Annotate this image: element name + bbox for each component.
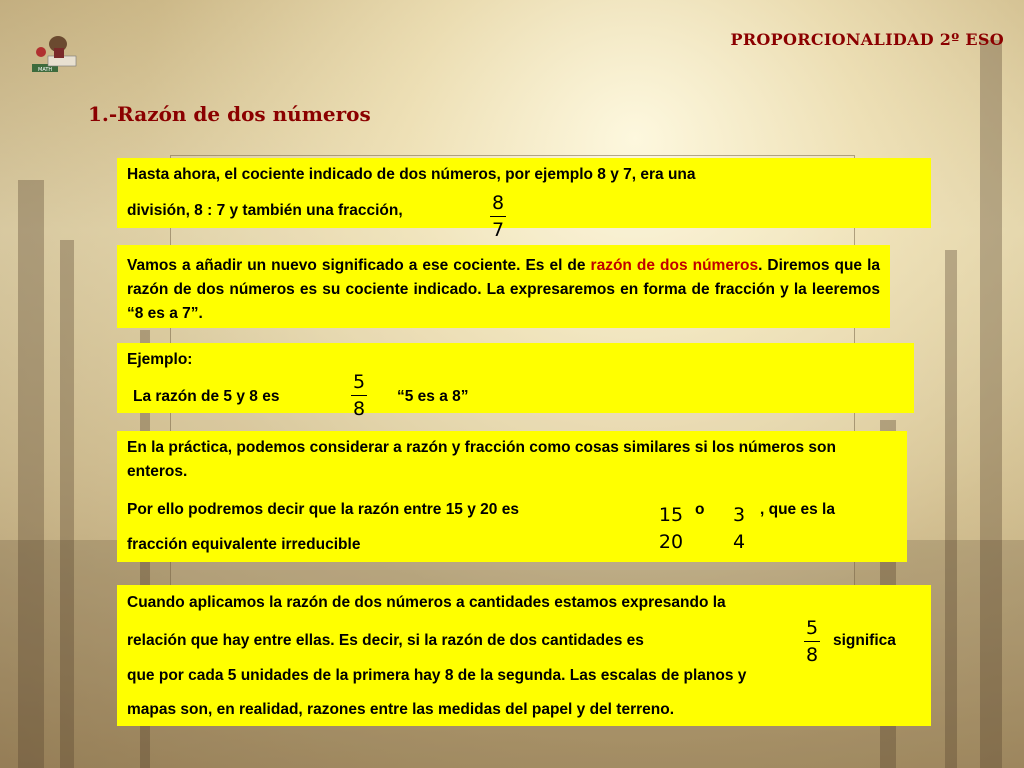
example-reading: “5 es a 8” <box>397 388 469 405</box>
fraction-5-8-b <box>804 617 820 666</box>
intro-line-1: Hasta ahora, el cociente indicado de dos números, por ejemplo 8 y 7, era una <box>127 166 696 183</box>
svg-text:MATH: MATH <box>38 67 53 73</box>
fraction-denominator: 4 <box>732 531 746 553</box>
fraction-numerator: 5 <box>352 371 366 393</box>
meaning-box <box>117 245 890 328</box>
quantities-line-1: Cuando aplicamos la razón de dos números a cantidades estamos expresando la <box>127 594 726 611</box>
fraction-denominator: 7 <box>491 219 505 241</box>
practice-or: o <box>695 501 705 518</box>
fraction-denominator: 8 <box>352 398 366 420</box>
quantities-line-4: mapas son, en realidad, razones entre las medidas del papel y del terreno. <box>127 701 675 718</box>
meaning-highlight: razón de dos números <box>590 257 759 274</box>
fraction-denominator: 20 <box>658 531 684 553</box>
practice-line-3: fracción equivalente irreducible <box>127 536 361 553</box>
practice-line-2: Por ello podremos decir que la razón entre 15 y 20 es <box>127 501 519 518</box>
fraction-8-7 <box>490 192 506 241</box>
fraction-numerator: 8 <box>491 192 505 214</box>
fraction-5-8 <box>351 371 367 420</box>
quantities-line-2-tail: significa <box>833 632 896 649</box>
practice-box <box>117 431 907 562</box>
fraction-numerator: 3 <box>732 504 746 526</box>
quantities-line-3: que por cada 5 unidades de la primera hay 8 de la segunda. Las escalas de planos y <box>127 667 747 684</box>
practice-tail: , que es la <box>760 501 835 518</box>
quantities-line-2: relación que hay entre ellas. Es decir, si la razón de dos cantidades es <box>127 632 644 649</box>
fraction-bar <box>731 528 747 529</box>
fraction-3-4 <box>731 504 747 553</box>
header-title: PROPORCIONALIDAD 2º ESO <box>730 30 1004 49</box>
fraction-bar <box>657 528 685 529</box>
fraction-denominator: 8 <box>805 644 819 666</box>
math-books-icon <box>28 34 84 80</box>
intro-line-2: división, 8 : 7 y también una fracción, <box>127 202 403 219</box>
meaning-text-a: Vamos a añadir un nuevo significado a ese cociente. Es el de <box>127 257 591 274</box>
practice-line-1: En la práctica, podemos considerar a razón y fracción como cosas similares si los números son enteros. <box>127 439 836 480</box>
fraction-numerator: 5 <box>805 617 819 639</box>
fraction-15-20 <box>657 504 685 553</box>
fraction-bar <box>490 216 506 217</box>
fraction-bar <box>804 641 820 642</box>
example-box <box>117 343 914 420</box>
fraction-numerator: 15 <box>658 504 684 526</box>
section-heading: 1.-Razón de dos números <box>88 102 371 126</box>
meaning-text-b: . Diremos que la razón de dos números es su cociente indicado. La expresaremos en forma de fracción y la leeremos “8 es a 7”. <box>127 257 881 322</box>
intro-box <box>117 158 931 241</box>
example-title: Ejemplo: <box>127 351 193 368</box>
example-text: La razón de 5 y 8 es <box>133 388 280 405</box>
fraction-bar <box>351 395 367 396</box>
quantities-box <box>117 585 931 726</box>
